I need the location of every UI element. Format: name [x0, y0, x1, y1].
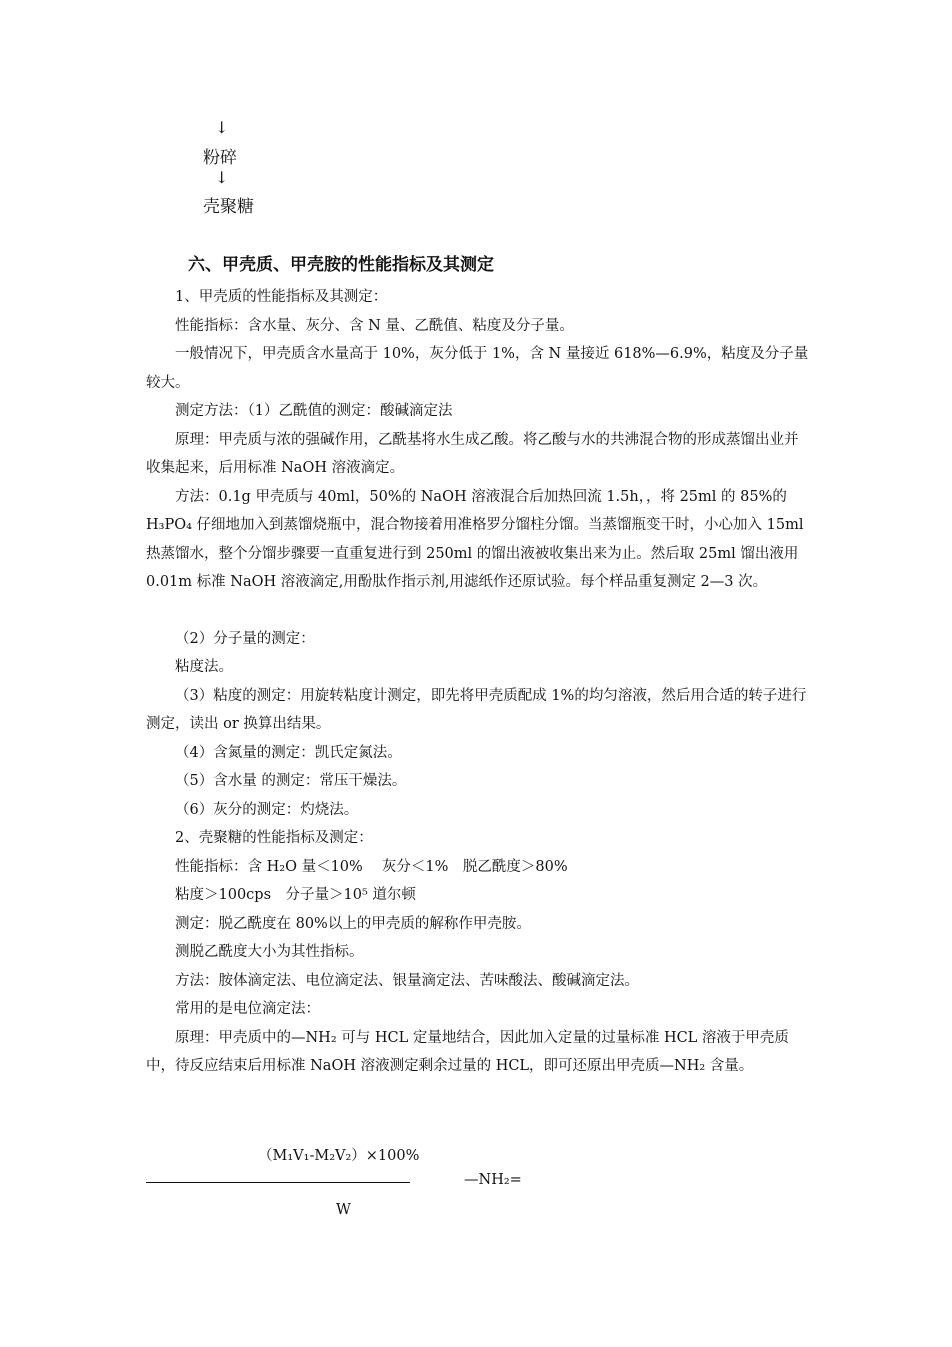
section-heading: 六、甲壳质、甲壳胺的性能指标及其测定 — [188, 255, 494, 275]
fraction-bar — [146, 1182, 410, 1183]
paragraph: 原理：甲壳质与浓的强碱作用，乙酰基将水生成乙酸。将乙酸与水的共沸混合物的形成蒸馏出业并收集起来，后用标准 NaOH 溶液滴定。 — [146, 431, 799, 476]
formula-denominator: W — [336, 1202, 351, 1218]
paragraph: 2、壳聚糖的性能指标及测定： — [175, 830, 373, 846]
paragraph: （4）含氮量的测定：凯氏定氮法。 — [175, 744, 402, 761]
paragraph: 测定方法：（1）乙酰值的测定：酸碱滴定法 — [175, 403, 453, 419]
paragraph: 性能指标：含水量、灰分、含 N 量、乙酰值、粘度及分子量。 — [175, 317, 574, 334]
paragraph: 方法：胺体滴定法、电位滴定法、银量滴定法、苦味酸法、酸碱滴定法。 — [175, 972, 639, 989]
paragraph: 1、甲壳质的性能指标及其测定： — [175, 289, 388, 305]
paragraph: 粘度法。 — [175, 659, 233, 675]
paragraph: 原理：甲壳质中的—NH₂ 可与 HCL 定量地结合，因此加入定量的过量标准 HCL 溶液于甲壳质中，待反应结束后用标准 NaOH 溶液测定剩余过量的 HCL，即可还原出甲壳质—NH₂ 含量。 — [146, 1029, 789, 1074]
paragraph: 方法：0.1g 甲壳质与 40ml，50%的 NaOH 溶液混合后加热回流 1.5h，，将 25ml 的 85%的 H₃PO₄ 仔细地加入到蒸馏烧瓶中，混合物接着用准格罗分馏柱分馏。当蒸馏瓶变干时，小心加入 15ml 热蒸馏水，整个分馏步骤要一直重复进行到 250ml 的馏出液被收集出来为止。然后取 25ml 馏出液用 0.01m 标准 NaOH 溶液滴定,用酚肽作指示剂,用滤纸作还原试验。每个样品重复测定 2—3 次。 — [146, 488, 804, 590]
flow-step: 壳聚糖 — [203, 197, 254, 217]
paragraph: 性能指标：含 H₂O 量＜10% 灰分＜1% 脱乙酰度＞80% — [175, 858, 568, 875]
formula-numerator: （M₁V₁-M₂V₂）×100% — [258, 1148, 420, 1164]
flow-arrow: ↓ — [215, 168, 229, 187]
flow-arrow: ↓ — [215, 118, 229, 137]
paragraph: 常用的是电位滴定法： — [175, 1001, 320, 1017]
paragraph: 测脱乙酰度大小为其性指标。 — [175, 944, 364, 960]
paragraph: （6）灰分的测定：灼烧法。 — [175, 801, 359, 818]
body-text — [146, 283, 810, 1081]
paragraph: 一般情况下，甲壳质含水量高于 10%，灰分低于 1%，含 N 量接近 618%—6.9%，粘度及分子量较大。 — [146, 346, 809, 391]
formula-lhs: —NH₂= — [464, 1172, 522, 1188]
paragraph: 测定：脱乙酰度在 80%以上的甲壳质的解称作甲壳胺。 — [175, 915, 531, 932]
flow-step: 粉碎 — [203, 148, 237, 168]
paragraph: 粘度＞100cps 分子量＞10⁵ 道尔顿 — [175, 887, 416, 903]
paragraph: （3）粘度的测定：用旋转粘度计测定，即先将甲壳质配成 1%的均匀溶液，然后用合适的转子进行测定，读出 or 换算出结果。 — [146, 687, 807, 732]
paragraph: （5）含水量 的测定：常压干燥法。 — [175, 773, 407, 789]
formula — [146, 1140, 646, 1230]
paragraph: （2）分子量的测定： — [175, 630, 315, 647]
